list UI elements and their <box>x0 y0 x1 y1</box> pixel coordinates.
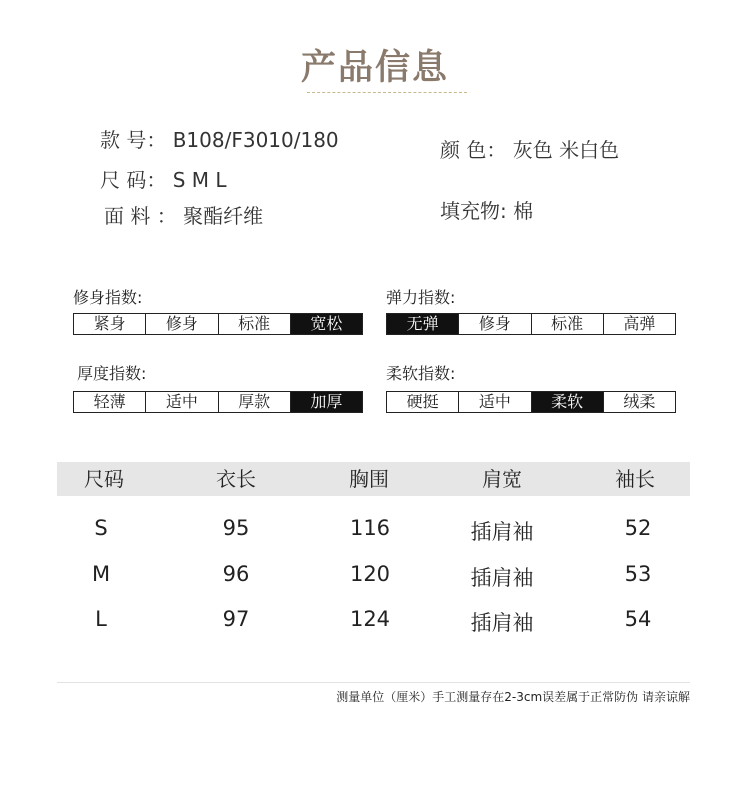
cell-shoulder: 插肩袖 <box>470 520 534 544</box>
footer-divider <box>57 682 690 683</box>
cell-shoulder: 插肩袖 <box>470 611 534 635</box>
cell-size: M <box>91 562 111 586</box>
elasticity-option: 修身 <box>458 314 530 334</box>
softness-option: 适中 <box>458 392 530 412</box>
softness-index-label: 柔软指数: <box>386 364 456 383</box>
color-options: 颜 色： 灰色 米白色 <box>440 138 620 162</box>
fit-option: 宽松 <box>290 314 362 334</box>
thickness-index-label: 厚度指数: <box>77 364 147 383</box>
cell-chest: 120 <box>349 562 391 586</box>
table-row <box>57 562 690 592</box>
filling: 填充物: 棉 <box>440 199 534 223</box>
cell-length: 95 <box>222 516 250 540</box>
thickness-option: 厚款 <box>218 392 290 412</box>
elasticity-option: 高弹 <box>603 314 675 334</box>
title-divider <box>307 92 467 93</box>
fit-option: 紧身 <box>74 314 145 334</box>
fit-option: 修身 <box>145 314 217 334</box>
measurement-note: 测量单位（厘米）手工测量存在2-3cm误差属于正常防伪 请亲谅解 <box>336 690 690 704</box>
fit-index-label: 修身指数: <box>73 288 143 307</box>
cell-size: S <box>94 516 108 540</box>
softness-option: 柔软 <box>531 392 603 412</box>
style-number: 款 号： B108/F3010/180 <box>100 128 339 152</box>
cell-chest: 124 <box>349 607 391 631</box>
elasticity-option: 标准 <box>531 314 603 334</box>
table-row <box>57 607 690 637</box>
fit-index-scale <box>73 313 363 335</box>
header-size: 尺码 <box>84 467 124 491</box>
cell-length: 97 <box>222 607 250 631</box>
header-length: 衣长 <box>216 467 256 491</box>
thickness-index-scale <box>73 391 363 413</box>
cell-length: 96 <box>222 562 250 586</box>
header-shoulder: 肩宽 <box>482 467 522 491</box>
elasticity-index-scale <box>386 313 676 335</box>
cell-sleeve: 52 <box>624 516 652 540</box>
size-list: 尺 码： S M L <box>100 168 227 192</box>
table-row <box>57 516 690 546</box>
header-sleeve: 袖长 <box>615 467 655 491</box>
cell-sleeve: 53 <box>624 562 652 586</box>
page-title: 产品信息 <box>300 48 449 88</box>
elasticity-option: 无弹 <box>387 314 458 334</box>
softness-option: 绒柔 <box>603 392 675 412</box>
thickness-option: 轻薄 <box>74 392 145 412</box>
softness-option: 硬挺 <box>387 392 458 412</box>
fit-option: 标准 <box>218 314 290 334</box>
cell-sleeve: 54 <box>624 607 652 631</box>
cell-size: L <box>95 607 107 631</box>
thickness-option: 加厚 <box>290 392 362 412</box>
thickness-option: 适中 <box>145 392 217 412</box>
cell-shoulder: 插肩袖 <box>470 566 534 590</box>
elasticity-index-label: 弹力指数: <box>386 288 456 307</box>
fabric: 面 料 ： 聚酯纤维 <box>104 204 264 228</box>
header-chest: 胸围 <box>349 467 389 491</box>
size-table-header <box>57 462 690 496</box>
cell-chest: 116 <box>349 516 391 540</box>
softness-index-scale <box>386 391 676 413</box>
